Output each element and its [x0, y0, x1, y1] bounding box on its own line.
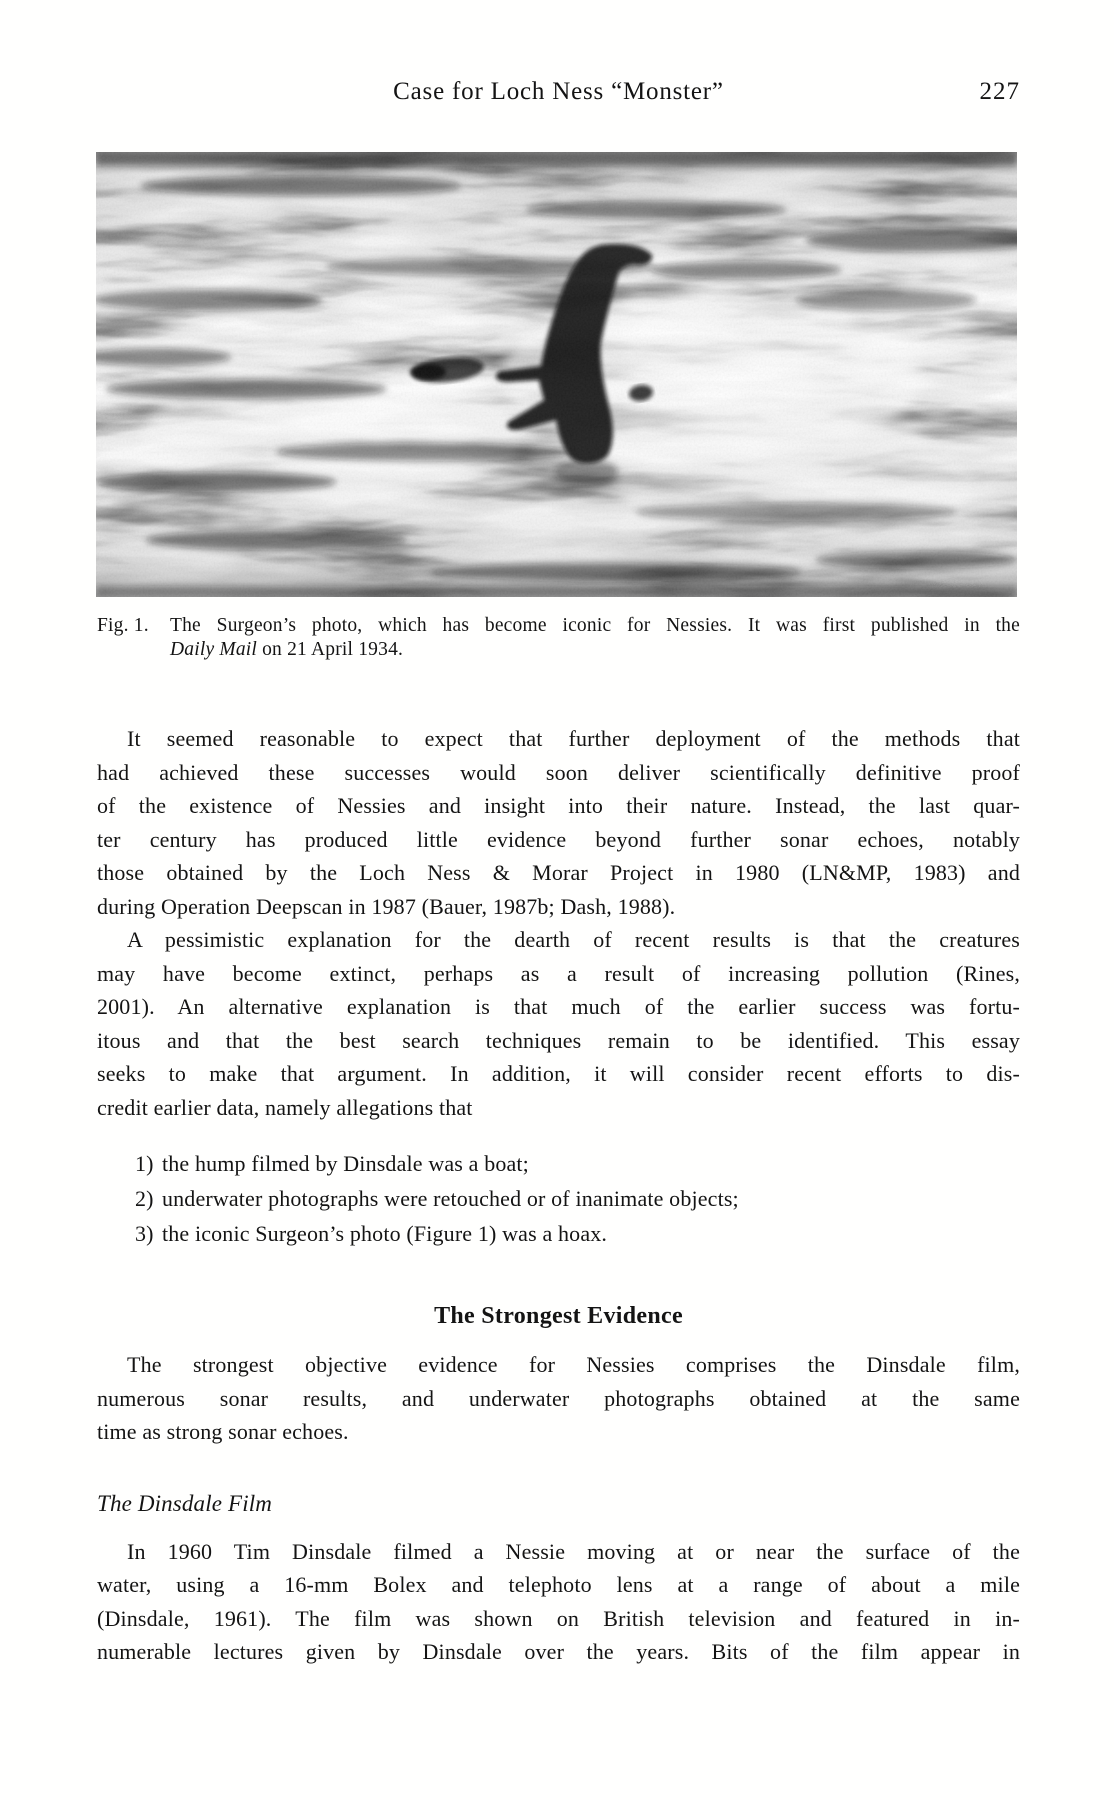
figure-caption-line1: The Surgeon’s photo, which has become iconic for Nessies. It was first published in the [170, 615, 1020, 636]
paragraph [97, 1535, 1020, 1669]
subsection-heading: The Dinsdale Film [97, 1490, 273, 1516]
text-line: those obtained by the Loch Ness & Morar Project in 1980 (LN&MP, 1983) and [97, 860, 1020, 885]
figure-caption-label: Fig. 1. [97, 615, 149, 636]
paragraph [97, 1348, 1020, 1449]
figure-caption-line2 [170, 638, 1020, 662]
text-line: may have become extinct, perhaps as a result of increasing pollution (Rines, [97, 960, 1020, 986]
list-item [135, 1146, 1020, 1181]
text-line: of the existence of Nessies and insight into their nature. Instead, the last quar- [97, 793, 1020, 818]
figure-caption [97, 614, 1020, 662]
text-line: seeks to make that argument. In addition, it will consider recent efforts to dis- [97, 1061, 1020, 1086]
text-line: numerable lectures given by Dinsdale over the years. Bits of the film appear in [97, 1639, 1020, 1664]
list-item-text: the hump filmed by Dinsdale was a boat; [162, 1151, 529, 1176]
running-title: Case for Loch Ness “Monster” [393, 78, 724, 105]
paragraph [97, 722, 1020, 923]
page-header [97, 78, 1020, 110]
text-line: ter century has produced little evidence beyond further sonar echoes, notably [97, 826, 1020, 852]
figure-caption-italic-source: Daily Mail [170, 639, 258, 660]
text-line: It seemed reasonable to expect that further deployment of the methods that [127, 726, 1020, 751]
text-line: numerous sonar results, and underwater photographs obtained at the same [97, 1385, 1020, 1411]
figure-1 [96, 152, 1017, 597]
list-item [135, 1216, 1020, 1251]
text-line: itous and that the best search techniques remain to be identified. This essay [97, 1027, 1020, 1053]
text-line: during Operation Deepscan in 1987 (Bauer, 1987b; Dash, 1988). [97, 893, 676, 919]
text-line: 2001). An alternative explanation is that much of the earlier success was fortu- [97, 994, 1020, 1019]
list-item [135, 1181, 1020, 1216]
figure-caption-body [170, 614, 1020, 662]
numbered-list [97, 1146, 1020, 1251]
body-content [97, 722, 1020, 1669]
list-item-text: the iconic Surgeon’s photo (Figure 1) was a hoax. [162, 1221, 608, 1246]
list-marker: 3) [135, 1221, 154, 1246]
section-heading: The Strongest Evidence [434, 1303, 683, 1329]
text-line: In 1960 Tim Dinsdale filmed a Nessie moving at or near the surface of the [127, 1538, 1020, 1564]
paragraph [97, 923, 1020, 1124]
text-line: water, using a 16-mm Bolex and telephoto lens at a range of about a mile [97, 1572, 1020, 1597]
text-line: time as strong sonar echoes. [97, 1419, 349, 1444]
text-line: had achieved these successes would soon deliver scientifically definitive proof [97, 759, 1020, 785]
list-marker: 2) [135, 1186, 154, 1211]
list-item-text: underwater photographs were retouched or of inanimate objects; [162, 1186, 739, 1211]
text-line: A pessimistic explanation for the dearth of recent results is that the creatures [127, 927, 1020, 952]
figure-caption-date: on 21 April 1934. [257, 639, 404, 660]
text-line: credit earlier data, namely allegations that [97, 1094, 473, 1120]
text-line: (Dinsdale, 1961). The film was shown on British television and featured in in- [97, 1605, 1020, 1631]
list-marker: 1) [135, 1151, 154, 1176]
text-line: The strongest objective evidence for Nessies comprises the Dinsdale film, [127, 1352, 1020, 1377]
page-number: 227 [979, 78, 1020, 105]
surgeons-photo-image [96, 152, 1017, 597]
